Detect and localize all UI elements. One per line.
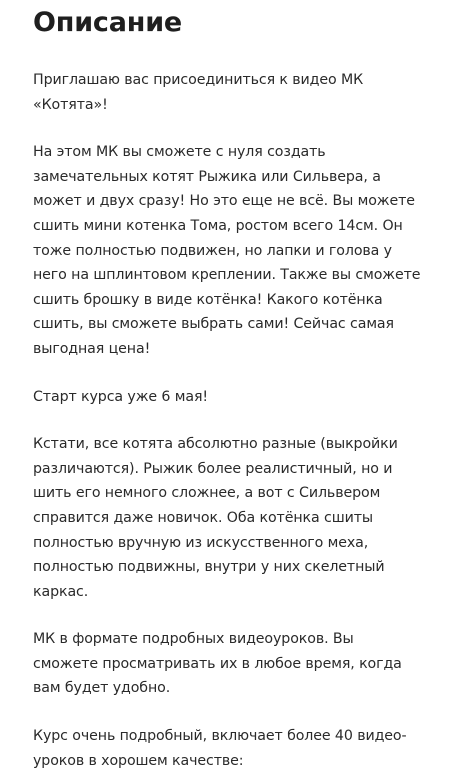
paragraph-start-date: Старт курса уже 6 мая! — [33, 388, 208, 405]
paragraph-lessons-count: Курс очень подробный, включает более 40 видео-уроков в хорошем качестве: — [33, 728, 407, 769]
section-title: Описание — [33, 7, 183, 38]
paragraph-video-format: МК в формате подробных видеоуроков. Вы сможете просматривать их в любое время, когда вам будет удобно. — [33, 631, 402, 697]
paragraph-kittens-difference: Кстати, все котята абсолютно разные (выкройки различаются). Рыжик более реалистичный, но и шить его немного сложнее, а вот с Сильвером справится даже новичок. Оба котёнка сшиты полностью вручную из искусственного меха, полностью подвижны, внутри у них скелетный каркас. — [33, 436, 398, 600]
paragraph-course-details: На этом МК вы сможете с нуля создать замечательных котят Рыжика или Сильвера, а может и двух сразу! Но это еще не всё. Вы можете сшить мини котенка Тома, ростом всего 14см. Он тоже полностью подвижен, но лапки и голова у него на шплинтовом креплении. Также вы сможете сшить брошку в виде котёнка! Какого котёнка сшить, вы сможете выбрать сами! Сейчас самая выгодная цена! — [33, 144, 421, 357]
paragraph-invitation: Приглашаю вас присоединиться к видео МК «Котята»! — [33, 72, 364, 113]
